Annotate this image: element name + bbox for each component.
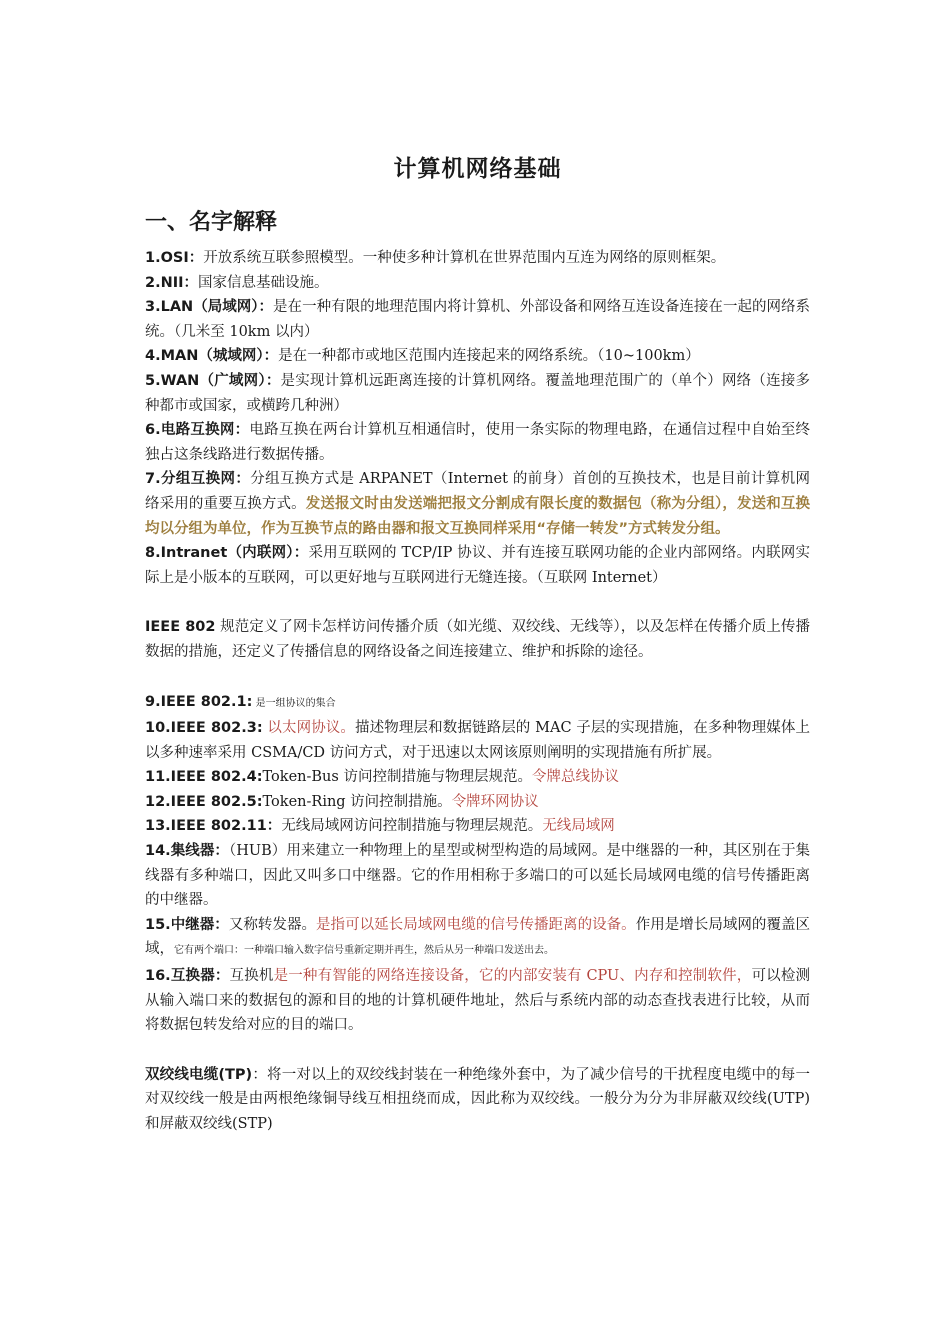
term: 3.LAN（局域网）： [145,299,274,316]
term: 2.NII： [145,274,199,291]
definition: 又称转发器。 [228,916,317,933]
term: 1.OSI： [145,250,204,266]
highlight-text: 令牌环网协议 [451,793,539,810]
term: 6.电路互换网： [145,422,250,439]
highlight-text: 以太网协议。 [262,720,356,737]
definition: ：将一对以上的双绞线封装在一种绝缘外套中，为了减少信号的干扰程度电缆中的每一对双绞线一般是由两根绝缘铜导线互相扭绕而成，因此称为双绞线。一般分为分为非屏蔽双绞线(UTP)和屏蔽双绞线(STP) [145,1066,810,1132]
definition: Token-Bus 访问控制措施与物理层规范。 [262,769,532,786]
term: 11.IEEE 802.4: [145,769,263,786]
definition: 分组互换方式是 ARPANET（Internet 的前身）首创的互换技术，也是目前计算机网络采用的重要互换方式。 [145,471,810,512]
highlight-text: 发送报文时由发送端把报文分割成有限长度的数据包（称为分组），发送和互换均以分组为单位，作为互换节点的路由器和报文互换同样采用“存储一转发”方式转发分组。 [145,495,811,537]
section-heading: 一、名字解释 [145,210,278,235]
entry-ieee8025 [145,790,810,815]
entry-osi [145,246,810,271]
definition: 国家信息基础设施。 [198,274,329,291]
definition-continued: 可以检测从输入端口来的数据包的源和目的地的计算机硬件地址，然后与系统内部的动态查找表进行比较，从而将数据包转发给对应的目的端口。 [145,968,810,1034]
definition: 开放系统互联参照模型。一种使多种计算机在世界范围内互连为网络的原则框架。 [203,250,726,266]
entry-repeater [145,913,810,964]
entry-intranet [145,541,810,590]
highlight-text: 是指可以延长局域网电缆的信号传播距离的设备。 [316,916,636,933]
entry-ieee80211 [145,814,810,839]
definition: 是在一种有限的地理范围内将计算机、外部设备和网络互连设备连接在一起的网络系统。（几米至 10km 以内） [145,299,811,340]
entry-twisted-pair [145,1063,810,1137]
term: 5.WAN（广域网）： [145,372,281,389]
highlight-text: 无线局域网 [542,818,615,835]
entry-ieee8023 [145,716,810,765]
definition: 是在一种都市或地区范围内连接起来的网络系统。（10~100km） [278,348,700,365]
entry-switch [145,964,810,1038]
term: 12.IEEE 802.5: [145,793,263,810]
definition: 是一组协议的集合 [252,697,336,709]
term: 7.分组互换网： [145,471,251,488]
term: 16.互换器： [145,968,230,985]
entry-ieee8021 [145,690,810,717]
entry-man [145,344,810,369]
entry-wan [145,369,810,418]
entry-lan [145,295,810,344]
definition: 是实现计算机远距离连接的计算机网络。覆盖地理范围广的（单个）网络（连接多种都市或国家，或横跨几种洲） [145,372,811,414]
definition: 互换机 [229,968,274,985]
term: 9.IEEE 802.1: [145,693,253,710]
document-page [145,150,810,1137]
entry-ieee8024 [145,765,810,790]
highlight-text: 是一种有智能的网络连接设备，它的内部安装有 CPU、内存和控制软件， [273,968,752,985]
term: IEEE 802 [145,619,216,636]
term: 14.集线器： [145,843,229,860]
term: 15.中继器： [145,916,229,933]
small-note: 它有两个端口：一种端口输入数字信号重新定期并再生，然后从另一种端口发送出去。 [174,945,554,957]
definition: 无线局域网访问控制措施与物理层规范。 [281,818,543,835]
definition-continued: 作用是增长局域网的覆盖区域， [145,916,811,958]
highlight-text: 令牌总线协议 [531,769,619,786]
term: 10.IEEE 802.3: [145,720,263,737]
definition: （HUB）用来建立一种物理上的星型或树型构造的局域网。是中继器的一种，其区别在于集线器有多种端口，因此又叫多口中继器。它的作用相称于多端口的可以延长局域网电缆的信号传播距离的中继器。 [145,843,810,909]
term: 双绞线电缆(TP) [145,1066,253,1083]
definition: 描述物理层和数据链路层的 MAC 子层的实现措施，在多种物理媒体上以多种速率采用 CSMA/CD 访问方式，对于迅速以太网该原则阐明的实现措施有所扩展。 [145,720,810,761]
term: 8.Intranet（内联网）： [145,545,309,562]
definition: 采用互联网的 TCP/IP 协议、并有连接互联网功能的企业内部网络。内联网实际上是小版本的互联网，可以更好地与互联网进行无缝连接。（互联网 Internet） [145,545,810,586]
definition: Token-Ring 访问控制措施。 [262,793,452,810]
definition: 电路互换在两台计算机互相通信时，使用一条实际的物理电路，在通信过程中自始至终独占这条线路进行数据传播。 [145,422,810,463]
term: 13.IEEE 802.11： [145,818,282,835]
entry-ieee802 [145,615,810,664]
entry-packet-switching [145,467,810,541]
entry-hub [145,839,810,913]
definition: 规范定义了网卡怎样访问传播介质（如光缆、双绞线、无线等），以及怎样在传播介质上传播数据的措施，还定义了传播信息的网络设备之间连接建立、维护和拆除的途径。 [145,619,810,660]
entry-nii [145,271,810,296]
page-title: 计算机网络基础 [393,156,562,182]
entry-circuit-switching [145,418,810,467]
term: 4.MAN（城域网）： [145,348,279,365]
